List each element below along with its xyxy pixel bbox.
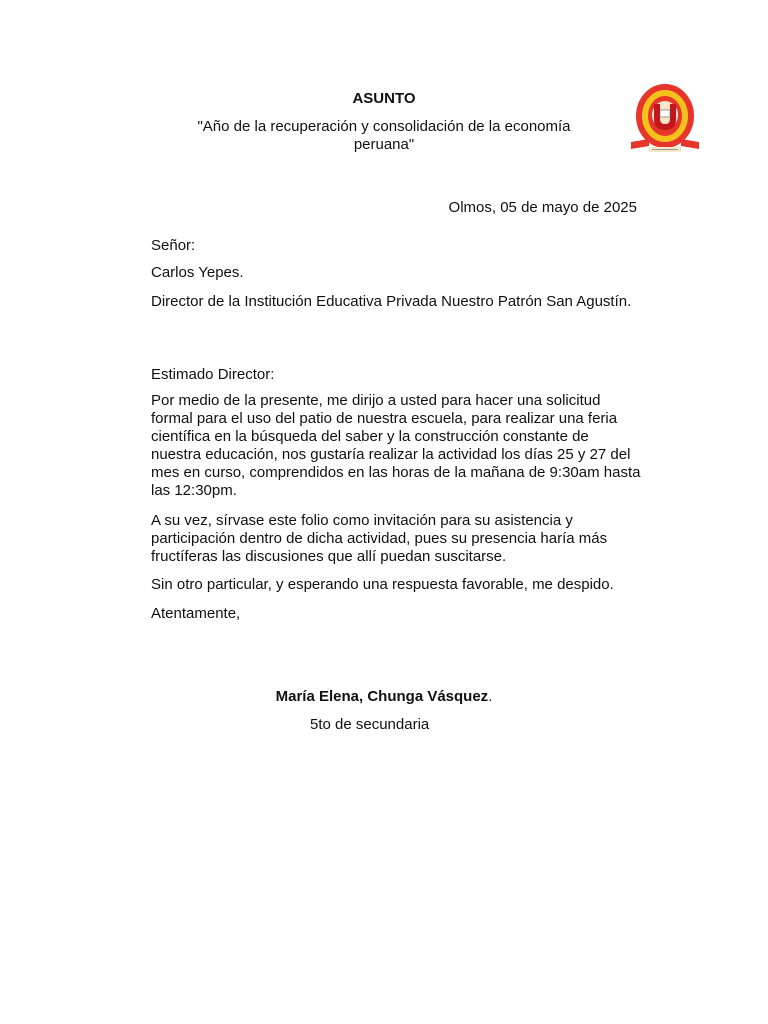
salutation: Señor: xyxy=(151,237,196,254)
greeting: Estimado Director: xyxy=(151,366,275,383)
signature-name-suffix: . xyxy=(488,688,493,705)
signature-name xyxy=(151,688,617,706)
paragraph-farewell: Sin otro particular, y esperando una respuesta favorable, me despido. xyxy=(151,576,614,593)
closing: Atentamente, xyxy=(151,605,241,622)
paragraph-invitation: A su vez, sírvase este folio como invitación para su asistencia y participación dentro de dicha actividad, pues su presencia haría más fructíferas las discusiones que allí puedan suscitarse. xyxy=(151,512,608,565)
recipient-title: Director de la Institución Educativa Privada Nuestro Patrón San Agustín. xyxy=(151,293,632,310)
paragraph-request: Por medio de la presente, me dirijo a usted para hacer una solicitud formal para el uso del patio de nuestra escuela, para realizar una feria científica en la búsqueda del saber y la construcción constante de nuestra educación, nos gustaría realizar la actividad los días 25 y 27 del mes en curso, comprendidos en las horas de la mañana de 9:30am hasta las 12:30pm. xyxy=(151,392,641,499)
subject-title: ASUNTO xyxy=(352,90,416,107)
year-motto: "Año de la recuperación y consolidación de la economía peruana" xyxy=(197,118,571,153)
place-date: Olmos, 05 de mayo de 2025 xyxy=(448,199,637,216)
school-crest-icon xyxy=(627,84,705,160)
recipient-name: Carlos Yepes. xyxy=(151,264,244,281)
signature-name-text: María Elena, Chunga Vásquez xyxy=(275,688,489,705)
signature-grade: 5to de secundaria xyxy=(310,716,430,733)
